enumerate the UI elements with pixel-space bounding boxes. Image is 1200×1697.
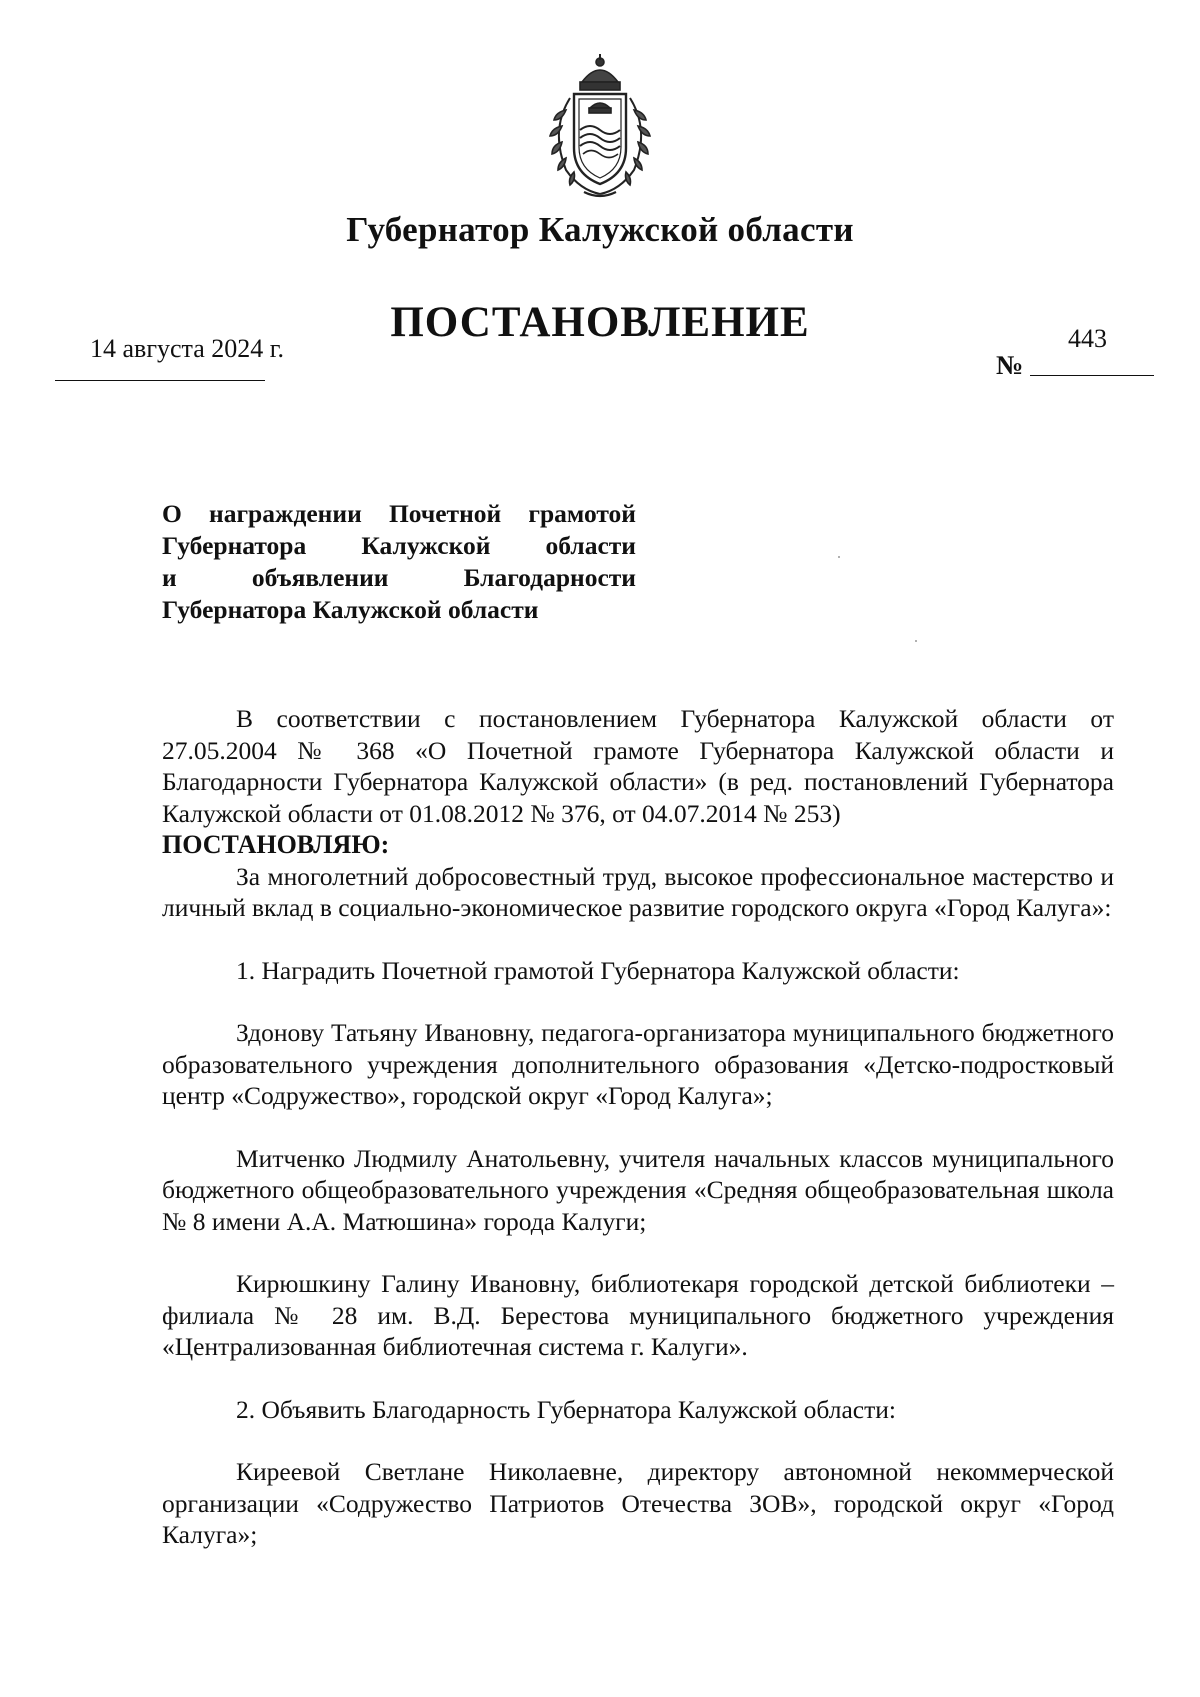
document-date: 14 августа 2024 г. <box>90 334 284 363</box>
document-subject <box>162 498 636 626</box>
reason-paragraph: За многолетний добросовестный труд, высокое профессиональное мастерство и личный вклад в социально-экономическое развитие городского округа «Город Калуга»: <box>162 861 1114 922</box>
document-type-heading: ПОСТАНОВЛЕНИЕ <box>390 299 810 346</box>
subject-line: Губернатора Калужской области <box>162 595 539 624</box>
scan-speck <box>838 556 840 558</box>
date-underline <box>55 380 265 381</box>
scan-speck <box>915 640 917 642</box>
item1-heading: 1. Наградить Почетной грамотой Губернатора Калужской области: <box>236 955 960 985</box>
subject-line: и объявлении Благодарности <box>162 563 636 592</box>
number-sign: № <box>996 350 1024 380</box>
decree-word: ПОСТАНОВЛЯЮ: <box>162 830 390 859</box>
awardee-paragraph: Кирюшкину Галину Ивановну, библиотекаря городской детской библиотеки – филиала № 28 им. В.Д. Берестова муниципального бюджетного учреждения «Централизованная библиотечная система г. Калуги». <box>162 1269 1114 1361</box>
awardee-paragraph: Здонову Татьяну Ивановну, педагога-организатора муниципального бюджетного образовательного учреждения дополнительного образования «Детско-подростковый центр «Содружество», городской округ «Город Калуга»; <box>162 1018 1114 1110</box>
awardee-paragraph: Митченко Людмилу Анатольевну, учителя начальных классов муниципального бюджетного общеобразовательного учреждения «Средняя общеобразовательная школа № 8 имени А.А. Матюшина» города Калуги; <box>162 1143 1114 1236</box>
item2-heading: 2. Объявить Благодарность Губернатора Калужской области: <box>236 1394 896 1424</box>
subject-line: Губернатора Калужской области <box>162 531 636 560</box>
coat-of-arms-emblem <box>538 52 662 202</box>
subject-line: О награждении Почетной грамотой <box>162 499 636 528</box>
number-underline <box>1030 375 1154 376</box>
gratitude-paragraph: Киреевой Светлане Николаевне, директору автономной некоммерческой организации «Содружество Патриотов Отечества ЗОВ», городской округ «Город Калуга»; <box>162 1457 1114 1549</box>
preamble-paragraph: В соответствии с постановлением Губернатора Калужской области от 27.05.2004 № 368 «О Почетной грамоте Губернатора Калужской области и Благодарности Губернатора Калужской области» (в ред. постановлений Губернатора Калужской области от 01.08.2012 № 376, от 04.07.2014 № 253) <box>162 704 1114 828</box>
document-number: 443 <box>1068 324 1107 353</box>
document-body <box>162 703 1114 1551</box>
issuer-title: Губернатор Калужской области <box>346 210 854 249</box>
